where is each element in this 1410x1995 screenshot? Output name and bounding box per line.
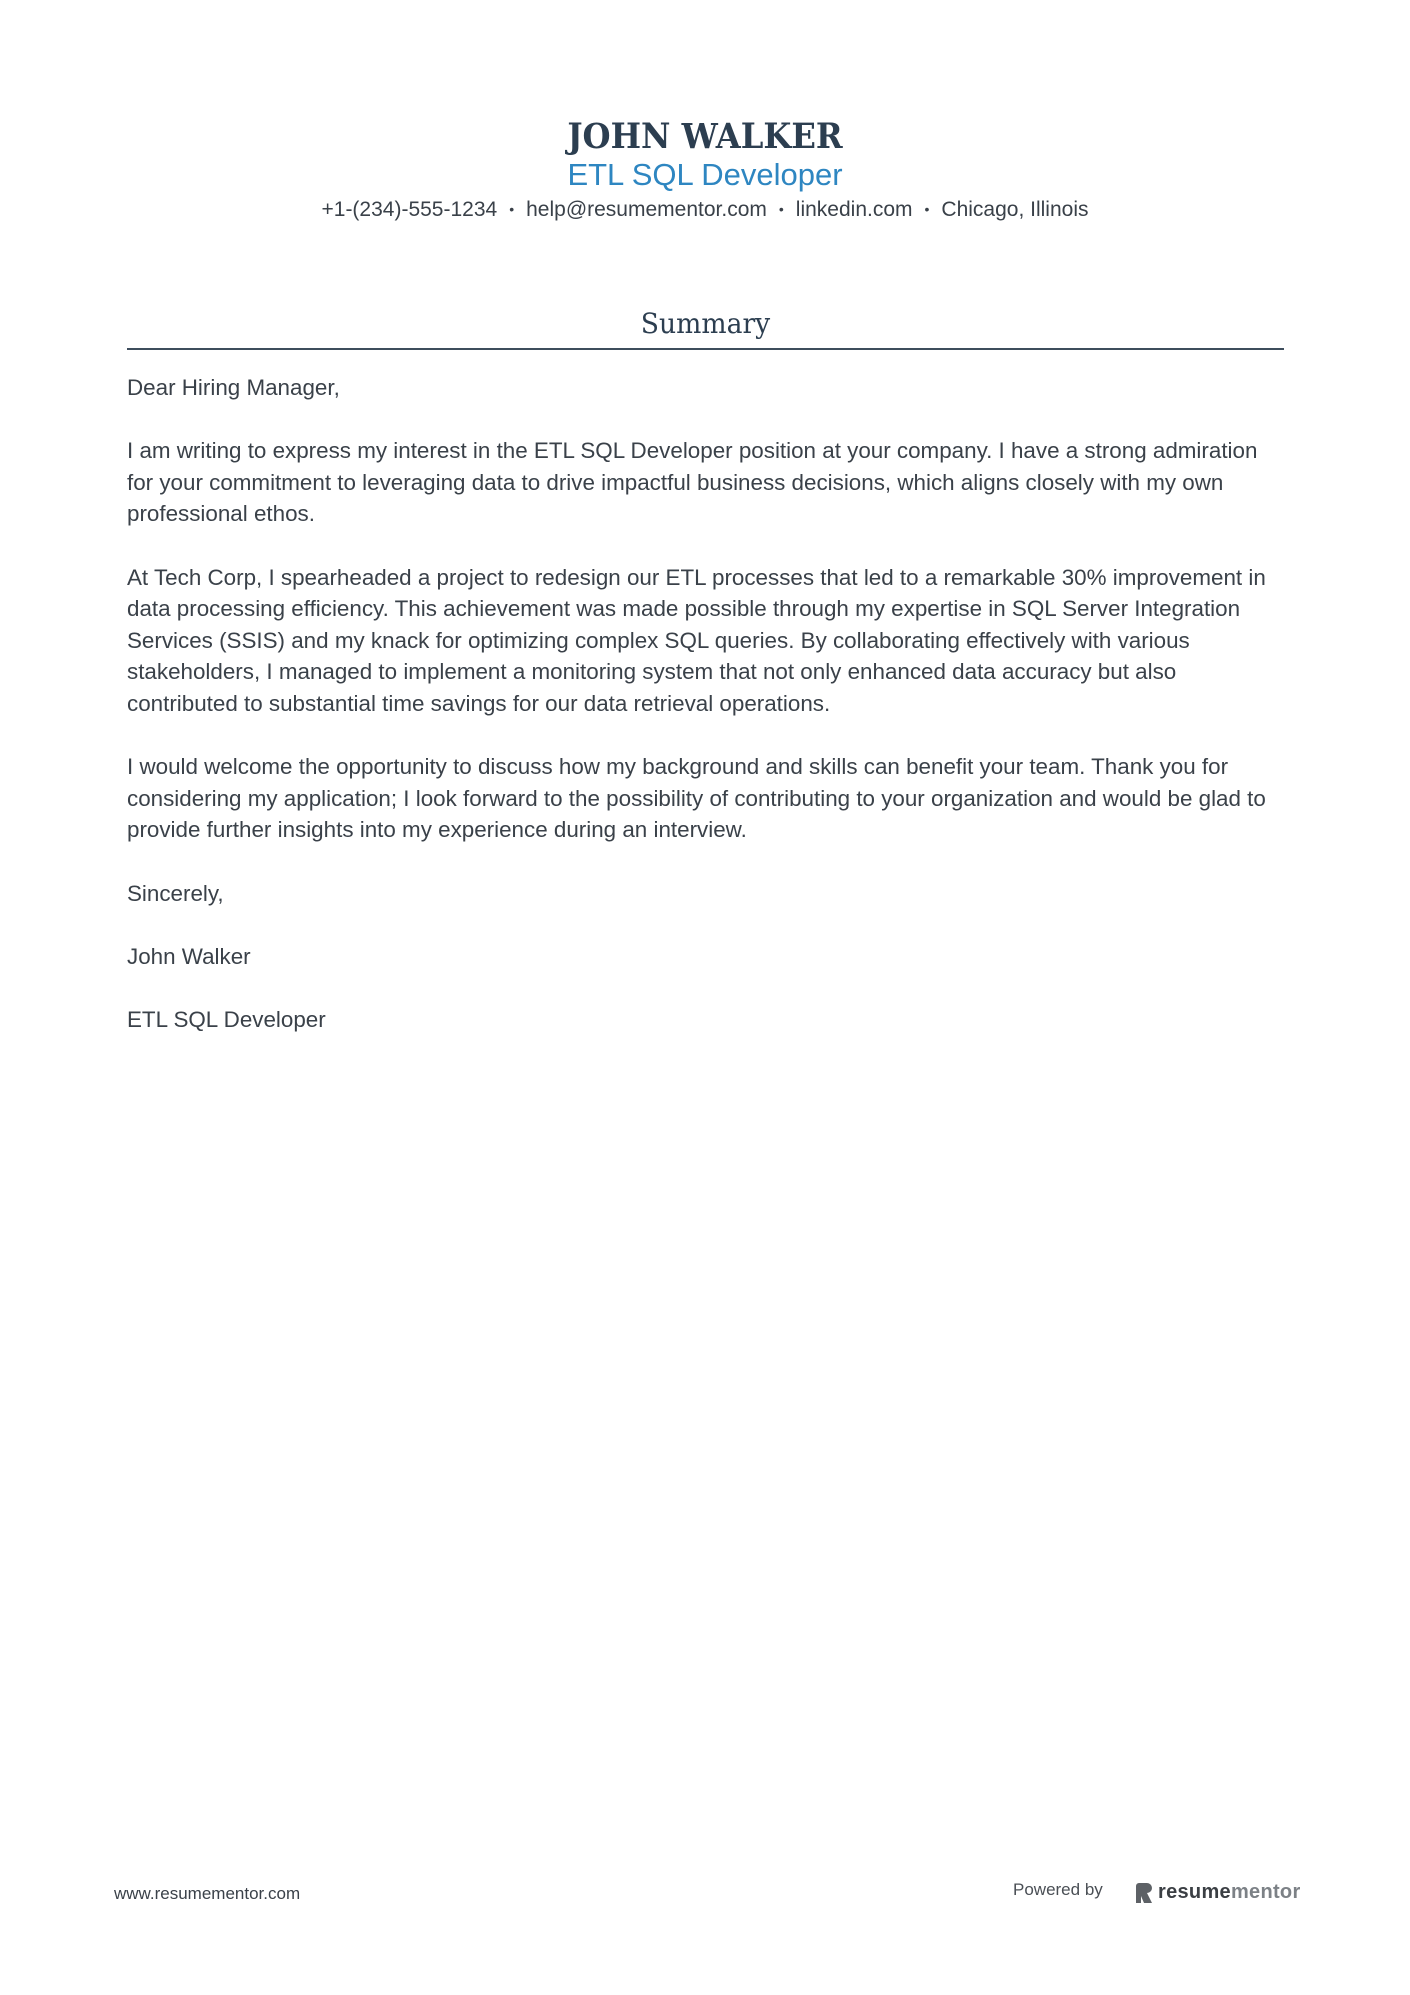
brand-name-part2: mentor xyxy=(1230,1881,1301,1903)
signature-title: ETL SQL Developer xyxy=(127,1006,326,1032)
footer-website-link[interactable]: www.resumementor.com xyxy=(114,1884,301,1903)
separator-dot: • xyxy=(778,201,784,217)
brand-name-part1: resume xyxy=(1158,1881,1231,1903)
summary-section xyxy=(127,305,1284,1067)
separator-dot: • xyxy=(924,201,930,217)
separator-dot: • xyxy=(509,201,515,217)
letter-paragraph: At Tech Corp, I spearheaded a project to redesign our ETL processes that led to a remarkable 30% improvement in data processing efficiency. This achievement was made possible through my expertise in SQL Server Integration Services (SSIS) and my knack for optimizing complex SQL queries. By collaborating effectively with various stakeholders, I managed to implement a monitoring system that not only enhanced data accuracy but also contributed to substantial time savings for our data retrieval operations. xyxy=(127,564,1266,716)
letter-body xyxy=(127,372,1284,1035)
signature-name: John Walker xyxy=(127,943,251,969)
candidate-name: JOHN WALKER xyxy=(567,116,843,157)
contact-phone: +1-(234)-555-1234 xyxy=(321,198,498,221)
brand-logo[interactable] xyxy=(1136,1881,1301,1904)
contact-email[interactable]: help@resumementor.com xyxy=(526,198,767,221)
powered-by-label: Powered by xyxy=(1013,1880,1103,1899)
letter-closing: Sincerely, xyxy=(127,880,224,906)
letter-paragraph: I would welcome the opportunity to discuss how my background and skills can benefit your team. Thank you for considering my application; I look forward to the possibility of contributing to your organization and would be glad to provide further insights into my experience during an interview. xyxy=(127,754,1266,843)
section-divider xyxy=(127,348,1284,350)
resumementor-logo-icon xyxy=(1136,1883,1152,1903)
letter-paragraph: I am writing to express my interest in the ETL SQL Developer position at your company. I have a strong admiration for your commitment to leveraging data to drive impactful business decisions, which aligns closely with my own professional ethos. xyxy=(127,438,1258,527)
contact-line xyxy=(0,195,1410,224)
contact-location: Chicago, Illinois xyxy=(941,198,1089,221)
section-title: Summary xyxy=(640,307,771,340)
contact-linkedin[interactable]: linkedin.com xyxy=(795,198,913,221)
job-title: ETL SQL Developer xyxy=(567,157,843,192)
resume-header xyxy=(0,116,1410,224)
letter-greeting: Dear Hiring Manager, xyxy=(127,375,340,400)
